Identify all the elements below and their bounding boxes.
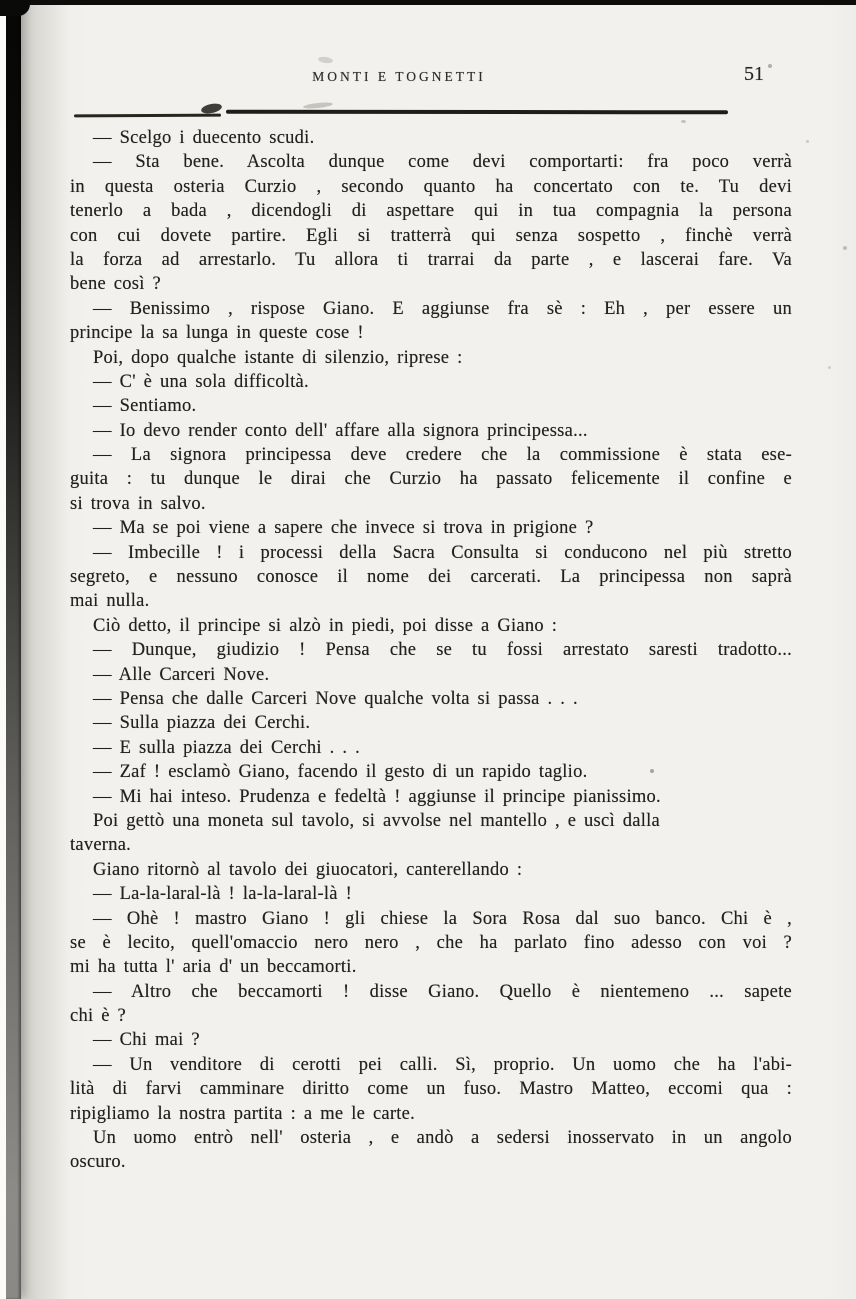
text-line: segreto, e nessuno conosce il nome dei carcerati. La principessa non saprà: [70, 567, 792, 588]
text-line: — La signora principessa deve credere che la commissione è stata ese-: [93, 445, 792, 466]
text-line: — Zaf ! esclamò Giano, facendo il gesto di un rapido taglio.: [93, 762, 588, 783]
header-rule-left-segment: [74, 114, 221, 118]
text-line: ripigliamo la nostra partita : a me le carte.: [70, 1103, 415, 1124]
text-line: bene così ?: [70, 274, 161, 295]
text-line: Poi, dopo qualche istante di silenzio, riprese :: [93, 347, 463, 368]
text-line: — Alle Carceri Nove.: [93, 664, 270, 685]
text-line: — Sta bene. Ascolta dunque come devi comportarti: fra poco verrà: [93, 152, 792, 173]
page-text: [70, 126, 792, 1175]
scan-speckle: [650, 769, 654, 773]
scan-speckle: [843, 246, 847, 250]
text-line: — Ma se poi viene a sapere che invece si trova in prigione ?: [93, 518, 594, 539]
text-line: — Pensa che dalle Carceri Nove qualche volta si passa . . .: [93, 688, 578, 709]
text-line: lità di farvi camminare diritto come un fuso. Mastro Matteo, eccomi qua :: [70, 1079, 792, 1100]
text-line: — Mi hai inteso. Prudenza e fedeltà ! aggiunse il principe pianissimo.: [93, 786, 661, 807]
text-line: — Benissimo , rispose Giano. E aggiunse fra sè : Eh , per essere un: [93, 298, 792, 319]
text-line: — La-la-laral-là ! la-la-laral-là !: [93, 884, 353, 905]
scan-speckle: [806, 140, 809, 143]
text-line: se è lecito, quell'omaccio nero nero , che ha parlato fino adesso con voi ?: [70, 932, 792, 953]
text-line: con cui dovete partire. Egli si tratterrà qui senza sospetto , finchè verrà: [70, 225, 792, 246]
running-header-title: MONTI E TOGNETTI: [312, 69, 486, 84]
text-line: — Sulla piazza dei Cerchi.: [93, 713, 311, 734]
text-line: la forza ad arrestarlo. Tu allora ti trarrai da parte , e lascerai fare. Va: [70, 249, 792, 270]
text-line: Giano ritornò al tavolo dei giuocatori, canterellando :: [93, 859, 523, 880]
text-line: — Scelgo i duecento scudi.: [93, 128, 315, 148]
book-binding-shadow: [6, 0, 21, 1299]
text-line: — Un venditore di cerotti pei calli. Sì, proprio. Un uomo che ha l'abi-: [93, 1054, 792, 1075]
scan-edge-left: [0, 0, 6, 1299]
text-line: — Altro che beccamorti ! disse Giano. Quello è nientemeno ... sapete: [93, 981, 792, 1002]
text-line: in questa osteria Curzio , secondo quanto ha concertato con te. Tu devi: [70, 176, 792, 197]
text-line: — Sentiamo.: [93, 396, 197, 417]
text-line: oscuro.: [70, 1152, 126, 1173]
text-line: principe la sa lunga in queste cose !: [70, 323, 364, 344]
text-line: mi ha tutta l' aria d' un beccamorti.: [70, 957, 357, 978]
text-line: guita : tu dunque le dirai che Curzio ha passato felicemente il confine e: [70, 469, 792, 490]
scan-edge-top: [0, 0, 856, 5]
scan-speckle: [318, 56, 334, 64]
text-line: tenerlo a bada , dicendogli di aspettare qui in tua compagnia la persona: [70, 201, 792, 222]
scan-speckle: [768, 64, 772, 68]
text-line: — Dunque, giudizio ! Pensa che se tu fossi arrestato saresti tradotto...: [93, 640, 792, 661]
text-line: Poi gettò una moneta sul tavolo, si avvolse nel mantello , e uscì dalla: [93, 810, 660, 831]
header-rule-right-segment: [226, 110, 728, 115]
text-line: Ciò detto, il principe si alzò in piedi, poi disse a Giano :: [93, 615, 558, 636]
text-line: chi è ?: [70, 1006, 127, 1027]
text-line: — Ohè ! mastro Giano ! gli chiese la Sora Rosa dal suo banco. Chi è ,: [93, 908, 792, 929]
text-line: — E sulla piazza dei Cerchi . . .: [93, 737, 361, 758]
text-line: — Io devo render conto dell' affare alla signora principessa...: [93, 420, 588, 441]
text-line: — Chi mai ?: [93, 1030, 200, 1051]
scan-speckle: [828, 366, 831, 369]
text-line: mai nulla.: [70, 591, 150, 612]
binding-shadow-fade: [21, 0, 69, 1299]
text-line: — C' è una sola difficoltà.: [93, 371, 309, 392]
page-number: 51: [744, 63, 764, 85]
text-line: si trova in salvo.: [70, 493, 206, 514]
text-line: — Imbecille ! i processi della Sacra Consulta si conducono nel più stretto: [93, 542, 792, 563]
scan-speckle: [681, 120, 686, 123]
text-line: taverna.: [70, 835, 132, 856]
text-line: Un uomo entrò nell' osteria , e andò a sedersi inosservato in un angolo: [93, 1128, 792, 1149]
scan-speckle: [303, 101, 333, 109]
